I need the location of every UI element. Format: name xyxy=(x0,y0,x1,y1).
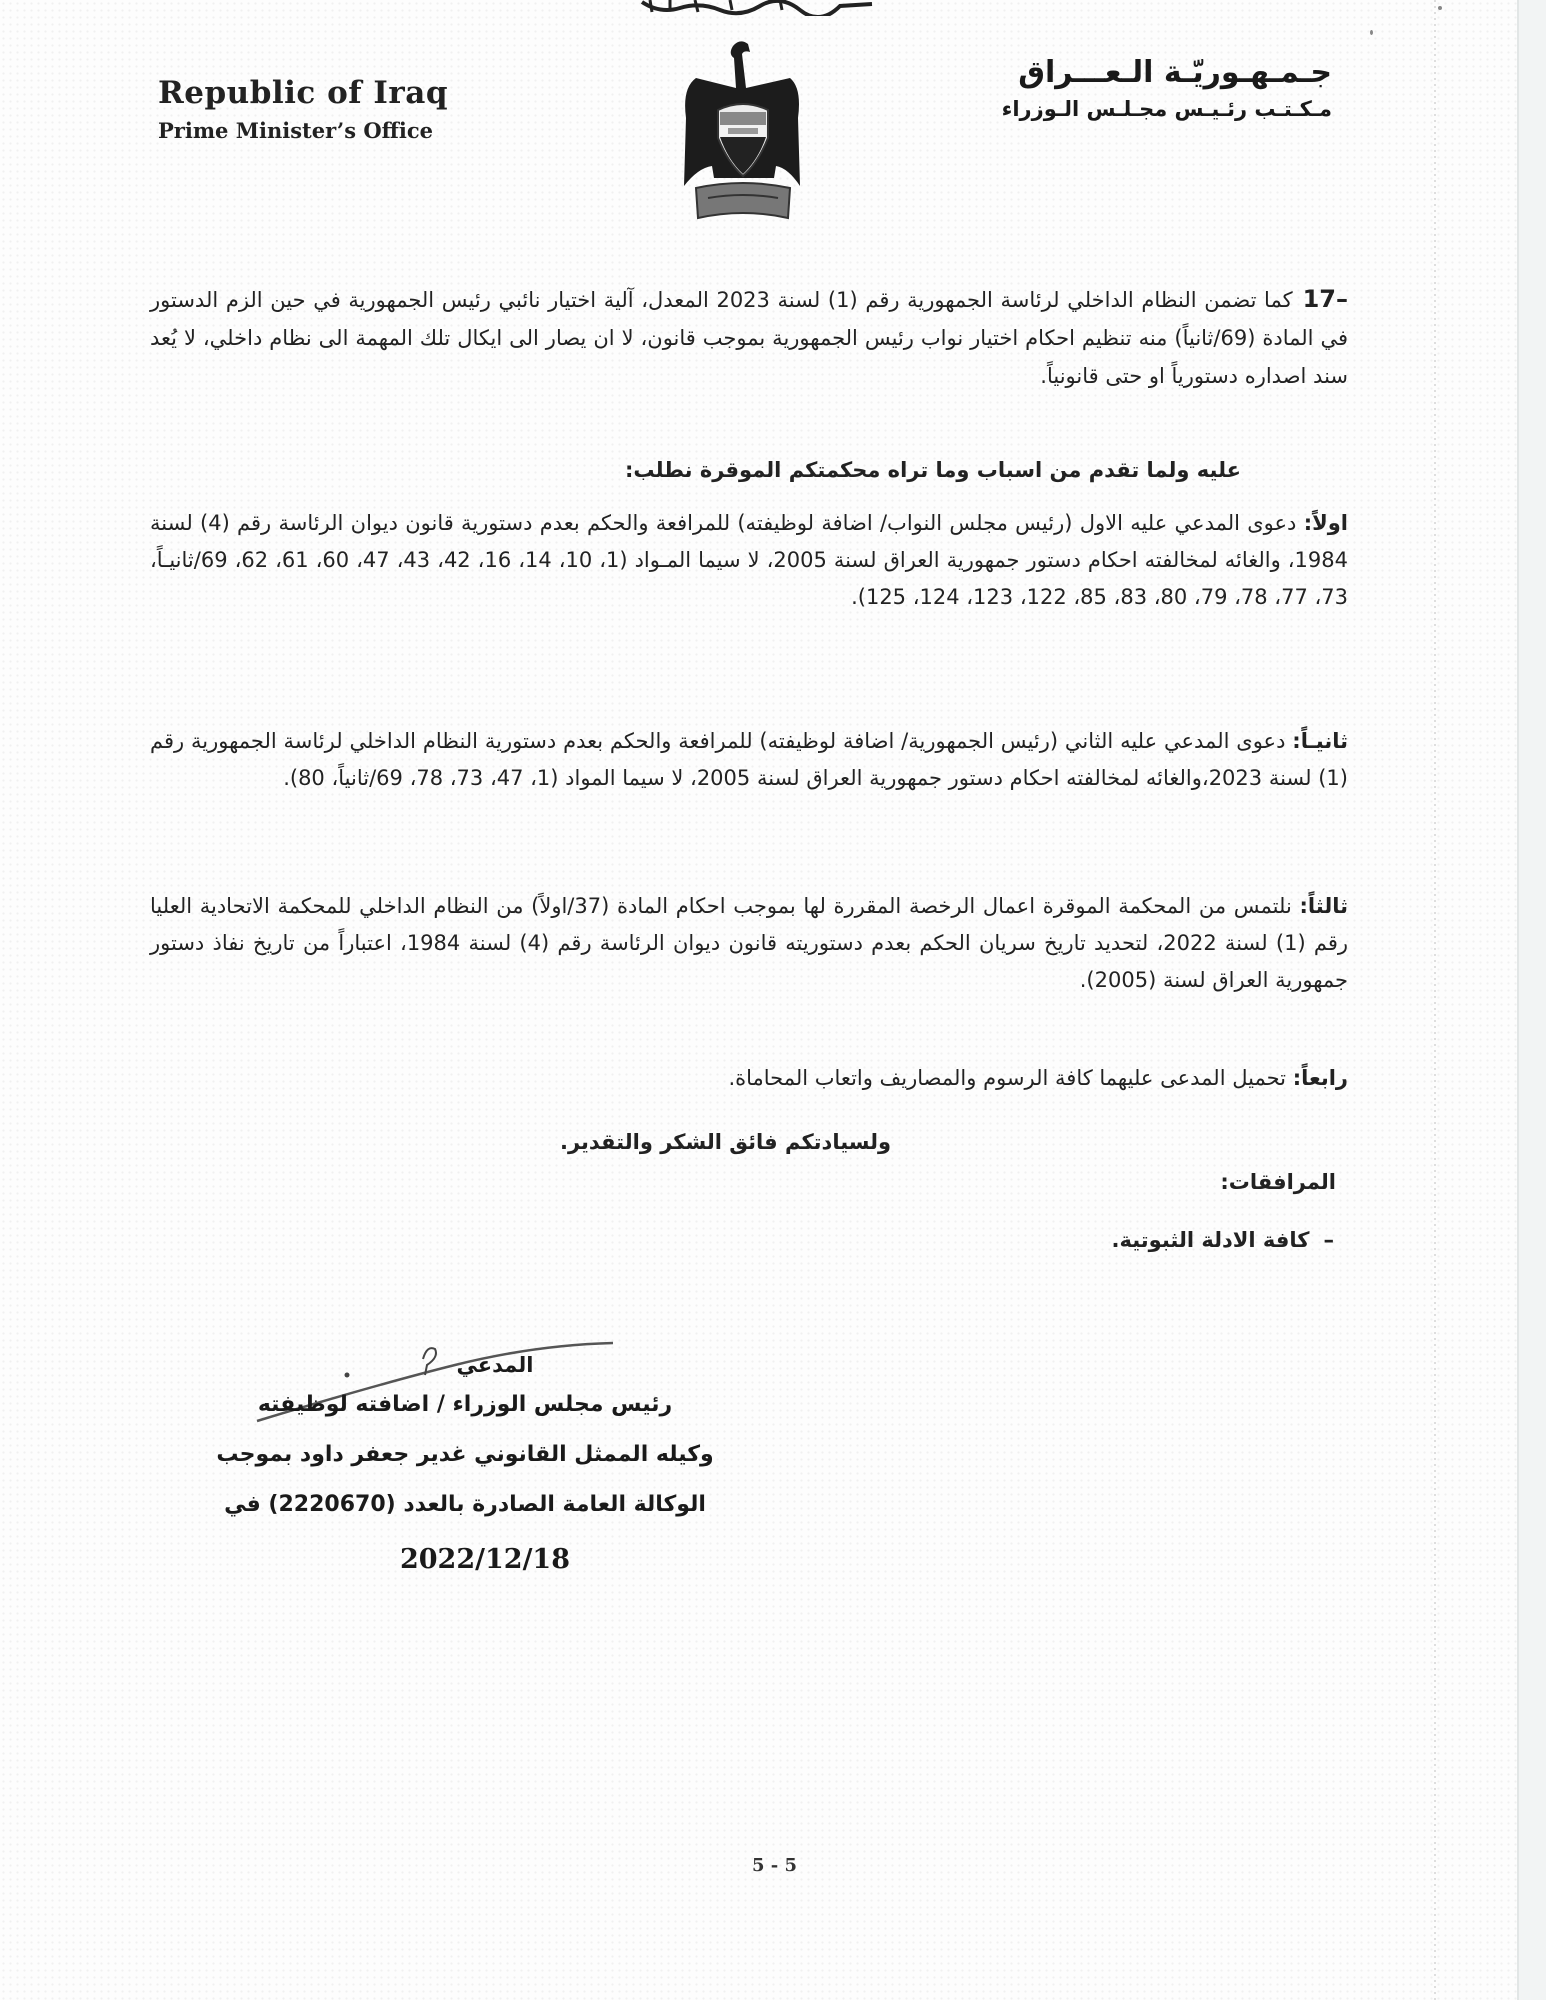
item-label: اولاً: xyxy=(1303,511,1348,535)
letterhead-subtitle-en: Prime Minister’s Office xyxy=(158,118,434,143)
paragraph-number: 17– xyxy=(1302,285,1348,313)
request-item-third xyxy=(150,888,1348,999)
item-text: دعوى المدعي عليه الثاني (رئيس الجمهورية/ اضافة لوظيفته) للمرافعة والحكم بعدم دستورية النظام الداخلي لرئاسة الجمهورية رقم (1) لسنة 2023،والغائه لمخالفته احكام دستور جمهورية العراق لسنة 2005، لا سيما المواد (1، 47، 73، 78، 69/ثانياً، 80). xyxy=(150,729,1348,790)
letterhead-title-en: Republic of Iraq xyxy=(158,75,448,111)
paragraph-17-text: كما تضمن النظام الداخلي لرئاسة الجمهورية رقم (1) لسنة 2023 المعدل، آلية اختيار نائبي رئيس الجمهورية في حين الزم الدستور في المادة (69/ثانياً) منه تنظيم احكام اختيار نواب رئيس الجمهورية بموجب قانون، لا ان يصار الى ايكال تلك المهمة الى نظام داخلي، لا يُعد سند اصداره دستورياً او حتى قانونياً. xyxy=(150,288,1348,388)
item-label: رابعاً: xyxy=(1292,1066,1348,1090)
letterhead-subtitle-ar: مـكـتـب رئـيـس مجـلـس الـوزراء xyxy=(1001,97,1332,121)
request-item-second xyxy=(150,723,1348,797)
request-item-fourth xyxy=(150,1063,1348,1093)
page-number: 5 - 5 xyxy=(752,1855,798,1876)
iraq-eagle-emblem-icon xyxy=(678,38,808,223)
paragraph-17 xyxy=(150,280,1348,395)
item-text: نلتمس من المحكمة الموقرة اعمال الرخصة المقررة لها بموجب احكام المادة (37/اولاً) من النظام الداخلي للمحكمة الاتحادية العليا رقم (1) لسنة 2022، لتحديد تاريخ سريان الحكم بعدم دستوريته قانون ديوان الرئاسة رقم (4) لسنة 1984، اعتباراً من تاريخ نفاذ دستور جمهورية العراق لسنة (2005). xyxy=(150,894,1349,992)
scan-speck xyxy=(1438,6,1442,10)
english-letterhead xyxy=(158,72,498,146)
request-item-first xyxy=(150,505,1348,616)
signature-line-1: رئيس مجلس الوزراء / اضافته لوظيفته xyxy=(257,1392,673,1417)
scan-artifact-line xyxy=(1434,0,1436,2000)
closing-line: ولسيادتكم فائق الشكر والتقدير. xyxy=(560,1130,892,1154)
signature-date: 2022/12/18 xyxy=(399,1544,570,1575)
attachment-item xyxy=(1111,1228,1334,1252)
bismillah-calligraphy-icon xyxy=(640,0,875,16)
item-label: ثالثاً: xyxy=(1299,894,1348,918)
item-text: دعوى المدعي عليه الاول (رئيس مجلس النواب/ اضافة لوظيفته) للمرافعة والحكم بعدم دستورية قانون ديوان الرئاسة رقم (4) لسنة 1984، والغائه لمخالفته احكام دستور جمهورية العراق لسنة 2005، لا سيما المـواد (1، 10، 14، 16، 42، 43، 47، 60، 61، 62، 69/ثانيـاً، 73، 77، 78، 79، 80، 83، 85، 122، 123، 124، 125). xyxy=(150,511,1348,609)
letterhead-title-ar: جـمـهـوريّـة الـعـــراق xyxy=(1018,55,1332,90)
attachments-label: المرافقات: xyxy=(1220,1170,1336,1194)
scan-speck xyxy=(1370,30,1373,35)
item-label: ثانيـاً: xyxy=(1292,729,1348,753)
item-text: تحميل المدعى عليهما كافة الرسوم والمصاريف واتعاب المحاماة. xyxy=(728,1066,1286,1090)
signature-line-3: الوكالة العامة الصادرة بالعدد (2220670) في xyxy=(224,1492,706,1517)
request-heading: عليه ولما تقدم من اسباب وما تراه محكمتكم الموقرة نطلب: xyxy=(624,458,1241,482)
attachment-text: كافة الادلة الثبوتية. xyxy=(1111,1228,1310,1252)
arabic-letterhead xyxy=(952,52,1332,124)
signature-line-2: وكيله الممثل القانوني غدير جعفر داود بموجب xyxy=(216,1442,714,1467)
signature-role: المدعي xyxy=(456,1353,534,1377)
scanner-edge xyxy=(1517,0,1546,2000)
list-dash: – xyxy=(1323,1228,1334,1252)
signature-block xyxy=(205,1350,725,1590)
